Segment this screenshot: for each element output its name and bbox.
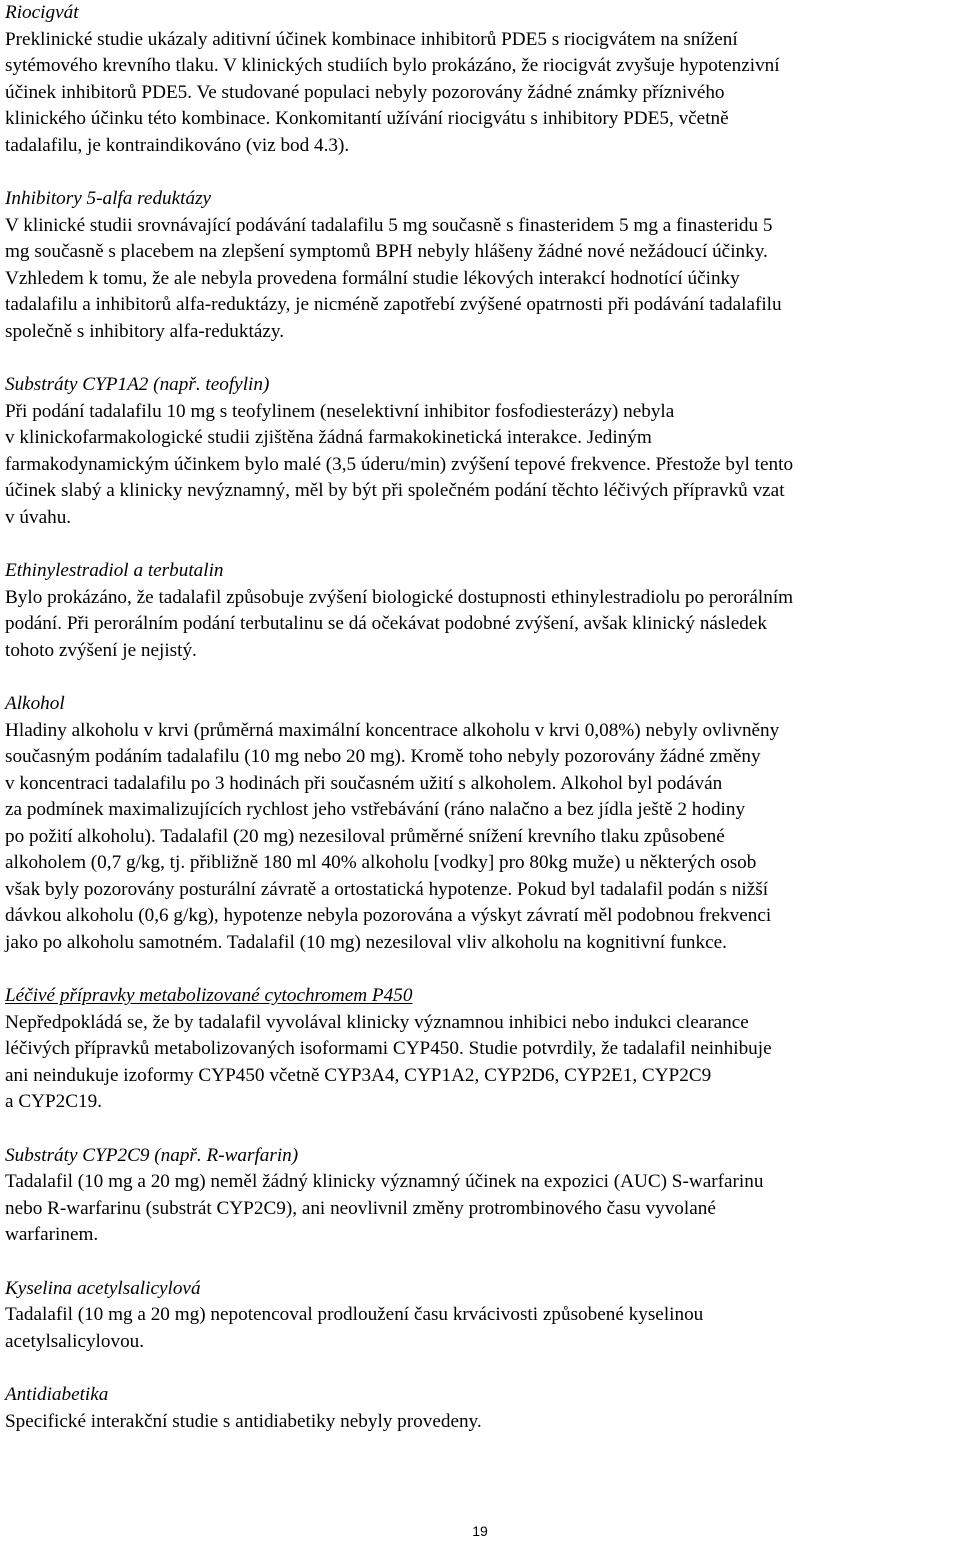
section-paragraph <box>5 718 955 957</box>
page-number: 19 <box>472 1523 488 1539</box>
paragraph-line: tohoto zvýšení je nejistý. <box>5 639 197 661</box>
section-riocigvat <box>5 0 955 159</box>
section-paragraph <box>5 399 955 532</box>
section-heading: Substráty CYP1A2 (např. teofylin) <box>5 374 270 395</box>
section-alkohol <box>5 691 955 956</box>
section-paragraph <box>5 213 955 346</box>
section-paragraph <box>5 585 955 665</box>
paragraph-line: Tadalafil (10 mg a 20 mg) nepotencoval prodloužení času krvácivosti způsobené kyselinou <box>5 1304 704 1325</box>
section-heading: Kyselina acetylsalicylová <box>5 1277 201 1299</box>
paragraph-line: V klinické studii srovnávající podávání tadalafilu 5 mg současně s finasteridem 5 mg a finasteridu 5 <box>5 214 773 236</box>
section-heading: Léčivé přípravky metabolizované cytochromem P450 <box>5 985 413 1006</box>
paragraph-line: Tadalafil (10 mg a 20 mg) neměl žádný klinicky významný účinek na expozici (AUC) S-warfarinu <box>5 1171 764 1192</box>
paragraph-line: v koncentraci tadalafilu po 3 hodinách při současném užití s alkoholem. Alkohol byl podáván <box>5 772 723 794</box>
section-paragraph <box>5 1302 955 1355</box>
paragraph-line: v klinickofarmakologické studii zjištěna žádná farmakokinetická interakce. Jediným <box>5 427 652 448</box>
paragraph-line: sytémového krevního tlaku. V klinických studiích bylo prokázáno, že riocigvát zvyšuje hypotenzivní <box>5 55 780 76</box>
document-page <box>5 0 955 1462</box>
paragraph-line: účinek inhibitorů PDE5. Ve studované populaci nebyly pozorovány žádné známky příznivého <box>5 81 725 103</box>
section-paragraph <box>5 27 955 160</box>
paragraph-line: Hladiny alkoholu v krvi (průměrná maximální koncentrace alkoholu v krvi 0,08%) nebyly ovlivněny <box>5 719 780 741</box>
paragraph-line: Při podání tadalafilu 10 mg s teofylinem (neselektivní inhibitor fosfodiesterázy) nebyla <box>5 400 675 422</box>
paragraph-line: po požití alkoholu). Tadalafil (20 mg) nezesiloval průměrné snížení krevního tlaku způsobené <box>5 825 725 847</box>
paragraph-line: klinického účinku této kombinace. Konkomitantí užívání riocigvátu s inhibitory PDE5, včetně <box>5 108 729 129</box>
paragraph-line: Preklinické studie ukázaly aditivní účinek kombinace inhibitorů PDE5 s riocigvátem na snížení <box>5 28 738 50</box>
section-lecive-pripravky-metabolizovane-cytochromem-p450 <box>5 983 955 1116</box>
section-substraty-cyp2c9-napr-r-warfarin <box>5 1143 955 1249</box>
paragraph-line: Vzhledem k tomu, že ale nebyla provedena formální studie lékových interakcí hodnotící účinky <box>5 267 740 289</box>
paragraph-line: ani neindukuje izoformy CYP450 včetně CYP3A4, CYP1A2, CYP2D6, CYP2E1, CYP2C9 <box>5 1064 712 1086</box>
paragraph-line: však byly pozorovány posturální závratě a ortostatická hypotenze. Pokud byl tadalafil podán s nižší <box>5 878 769 900</box>
paragraph-line: acetylsalicylovou. <box>5 1330 145 1352</box>
paragraph-line: podání. Při perorálním podání terbutalinu se dá očekávat podobné zvýšení, avšak klinický následek <box>5 613 767 634</box>
paragraph-line: warfarinem. <box>5 1224 99 1245</box>
paragraph-line: jako po alkoholu samotném. Tadalafil (10 mg) nezesiloval vliv alkoholu na kognitivní funkce. <box>5 931 727 953</box>
paragraph-line: tadalafilu a inhibitorů alfa-reduktázy, je nicméně zapotřebí zvýšené opatrnosti při podávání tadalafilu <box>5 294 782 315</box>
section-paragraph <box>5 1409 955 1436</box>
section-kyselina-acetylsalicylova <box>5 1276 955 1356</box>
paragraph-line: alkoholem (0,7 g/kg, tj. přibližně 180 ml 40% alkoholu [vodky] pro 80kg muže) u některých osob <box>5 852 757 873</box>
section-paragraph <box>5 1169 955 1249</box>
paragraph-line: Nepředpokládá se, že by tadalafil vyvolával klinicky významnou inhibici nebo indukci clearance <box>5 1011 749 1033</box>
paragraph-line: nebo R-warfarinu (substrát CYP2C9), ani neovlivnil změny protrombinového času vyvolané <box>5 1197 716 1219</box>
section-heading: Ethinylestradiol a terbutalin <box>5 560 224 581</box>
section-heading: Inhibitory 5-alfa reduktázy <box>5 188 212 209</box>
paragraph-line: mg současně s placebem na zlepšení symptomů BPH nebyly hlášeny žádné nové nežádoucí účinky. <box>5 241 768 262</box>
paragraph-line: v úvahu. <box>5 506 72 528</box>
paragraph-line: Bylo prokázáno, že tadalafil způsobuje zvýšení biologické dostupnosti ethinylestradiolu po perorálním <box>5 586 794 608</box>
paragraph-line: za podmínek maximalizujících rychlost jeho vstřebávání (ráno nalačno a bez jídla ještě 2 hodiny <box>5 799 746 820</box>
paragraph-line: a CYP2C19. <box>5 1091 103 1112</box>
paragraph-line: účinek slabý a klinicky nevýznamný, měl by být při společném podání těchto léčivých přípravků vzat <box>5 480 785 501</box>
paragraph-line: společně s inhibitory alfa-reduktázy. <box>5 320 285 342</box>
section-paragraph <box>5 1010 955 1116</box>
paragraph-line: farmakodynamickým účinkem bylo malé (3,5 úderu/min) zvýšení tepové frekvence. Přestože byl tento <box>5 453 794 475</box>
section-heading: Antidiabetika <box>5 1384 109 1405</box>
section-heading: Alkohol <box>5 693 65 714</box>
section-heading: Substráty CYP2C9 (např. R-warfarin) <box>5 1144 299 1166</box>
section-antidiabetika <box>5 1382 955 1435</box>
paragraph-line: dávkou alkoholu (0,6 g/kg), hypotenze nebyla pozorována a výskyt závratí měl podobnou frekvenci <box>5 905 772 926</box>
paragraph-line: tadalafilu, je kontraindikováno (viz bod 4.3). <box>5 134 350 156</box>
section-inhibitory-5-alfa-reduktazy <box>5 186 955 345</box>
section-substraty-cyp1a2-napr-teofylin <box>5 372 955 531</box>
paragraph-line: léčivých přípravků metabolizovaných isoformami CYP450. Studie potvrdily, že tadalafil neinhibuje <box>5 1038 772 1059</box>
paragraph-line: současným podáním tadalafilu (10 mg nebo 20 mg). Kromě toho nebyly pozorovány žádné změny <box>5 746 761 767</box>
paragraph-line: Specifické interakční studie s antidiabetiky nebyly provedeny. <box>5 1410 482 1432</box>
section-heading: Riocigvát <box>5 2 79 23</box>
section-ethinylestradiol-a-terbutalin <box>5 558 955 664</box>
